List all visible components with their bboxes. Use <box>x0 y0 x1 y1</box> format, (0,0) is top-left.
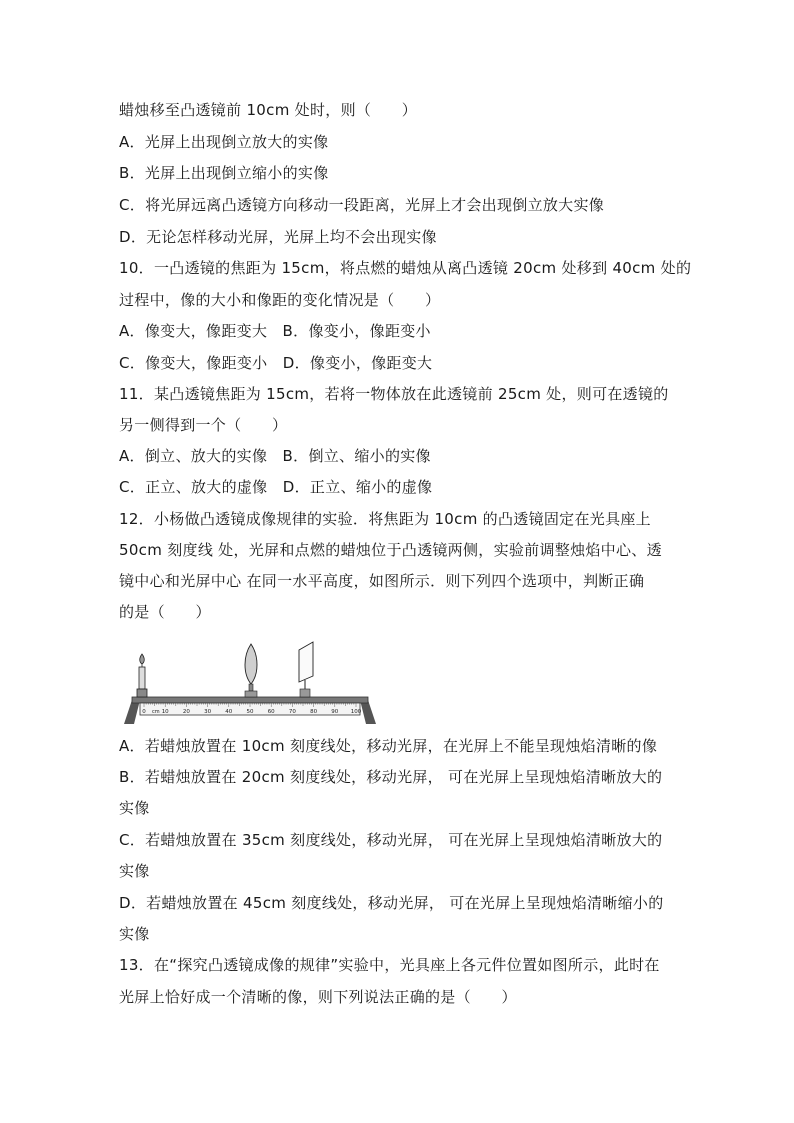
candle-flame <box>140 654 145 664</box>
text-line: A．倒立、放大的实像 B．倒立、缩小的实像 <box>119 447 431 465</box>
text-line: 13．在“探究凸透镜成像的规律”实验中，光具座上各元件位置如图所示，此时在 <box>119 956 660 974</box>
text-line: 蜡烛移至凸透镜前 10cm 处时，则（ ） <box>119 101 418 119</box>
ruler-tick-label: 80 <box>310 709 318 715</box>
ruler-tick-label: 0 <box>142 709 146 715</box>
ruler-tick-label: 40 <box>225 709 233 715</box>
bench-rail <box>132 697 368 703</box>
ruler-tick-label: 10 <box>161 709 169 715</box>
bench-right-leg <box>360 700 376 724</box>
text-line: A．若蜡烛放置在 10cm 刻度线处，移动光屏，在光屏上不能呈现烛焰清晰的像 <box>119 737 658 755</box>
light-screen <box>299 642 313 697</box>
candle-body <box>139 667 145 689</box>
text-line: 实像 <box>119 799 150 817</box>
ruler-tick-label: 60 <box>267 709 275 715</box>
ruler-tick-label: 50 <box>246 709 254 715</box>
lens-holder <box>249 684 253 691</box>
ruler-tick-label: 20 <box>182 709 190 715</box>
text-line: 10．一凸透镜的焦距为 15cm，将点燃的蜡烛从离凸透镜 20cm 处移到 40cm 处的 <box>119 259 692 277</box>
text-line: 光屏上恰好成一个清晰的像，则下列说法正确的是（ ） <box>119 988 517 1006</box>
ruler-tick-label: 70 <box>288 709 296 715</box>
text-line: A．光屏上出现倒立放大的实像 <box>119 133 329 151</box>
candle-holder <box>137 689 147 697</box>
text-line: A．像变大，像距变大 B．像变小，像距变小 <box>119 322 431 340</box>
text-line: D．若蜡烛放置在 45cm 刻度线处，移动光屏， 可在光屏上呈现烛焰清晰缩小的 <box>119 894 664 912</box>
text-line: 50cm 刻度线 处，光屏和点燃的蜡烛位于凸透镜两侧，实验前调整烛焰中心、透 <box>119 541 662 559</box>
screen-holder <box>300 689 310 697</box>
ruler-tick-label: 30 <box>204 709 212 715</box>
text-line: C．将光屏远离凸透镜方向移动一段距离，光屏上才会出现倒立放大实像 <box>119 196 605 214</box>
bench-left-leg <box>124 700 140 724</box>
candle <box>137 654 147 697</box>
optical-bench-diagram <box>120 640 380 724</box>
text-line: 12．小杨做凸透镜成像规律的实验．将焦距为 10cm 的凸透镜固定在光具座上 <box>119 510 651 528</box>
text-line: 的是（ ） <box>119 603 211 621</box>
text-line: D．无论怎样移动光屏，光屏上均不会出现实像 <box>119 228 437 246</box>
text-line: B．光屏上出现倒立缩小的实像 <box>119 164 329 182</box>
ruler-tick-label: 90 <box>331 709 339 715</box>
text-line: 实像 <box>119 862 150 880</box>
text-line: B．若蜡烛放置在 20cm 刻度线处，移动光屏， 可在光屏上呈现烛焰清晰放大的 <box>119 768 663 786</box>
text-line: 过程中，像的大小和像距的变化情况是（ ） <box>119 291 441 309</box>
text-line: C．正立、放大的虚像 D．正立、缩小的虚像 <box>119 478 433 496</box>
text-line: 另一侧得到一个（ ） <box>119 416 288 434</box>
ruler-tick-label: 100 <box>350 709 362 715</box>
screen-panel <box>299 642 313 682</box>
text-line: 实像 <box>119 925 150 943</box>
lens-shape <box>245 644 257 684</box>
convex-lens <box>245 644 257 697</box>
text-line: C．若蜡烛放置在 35cm 刻度线处，移动光屏， 可在光屏上呈现烛焰清晰放大的 <box>119 831 663 849</box>
text-line: 镜中心和光屏中心 在同一水平高度，如图所示．则下列四个选项中，判断正确 <box>119 572 645 590</box>
text-line: 11．某凸透镜焦距为 15cm，若将一物体放在此透镜前 25cm 处，则可在透镜的 <box>119 385 669 403</box>
ruler-unit-label: cm <box>152 709 160 715</box>
text-line: C．像变大，像距变小 D．像变小，像距变大 <box>119 354 433 372</box>
